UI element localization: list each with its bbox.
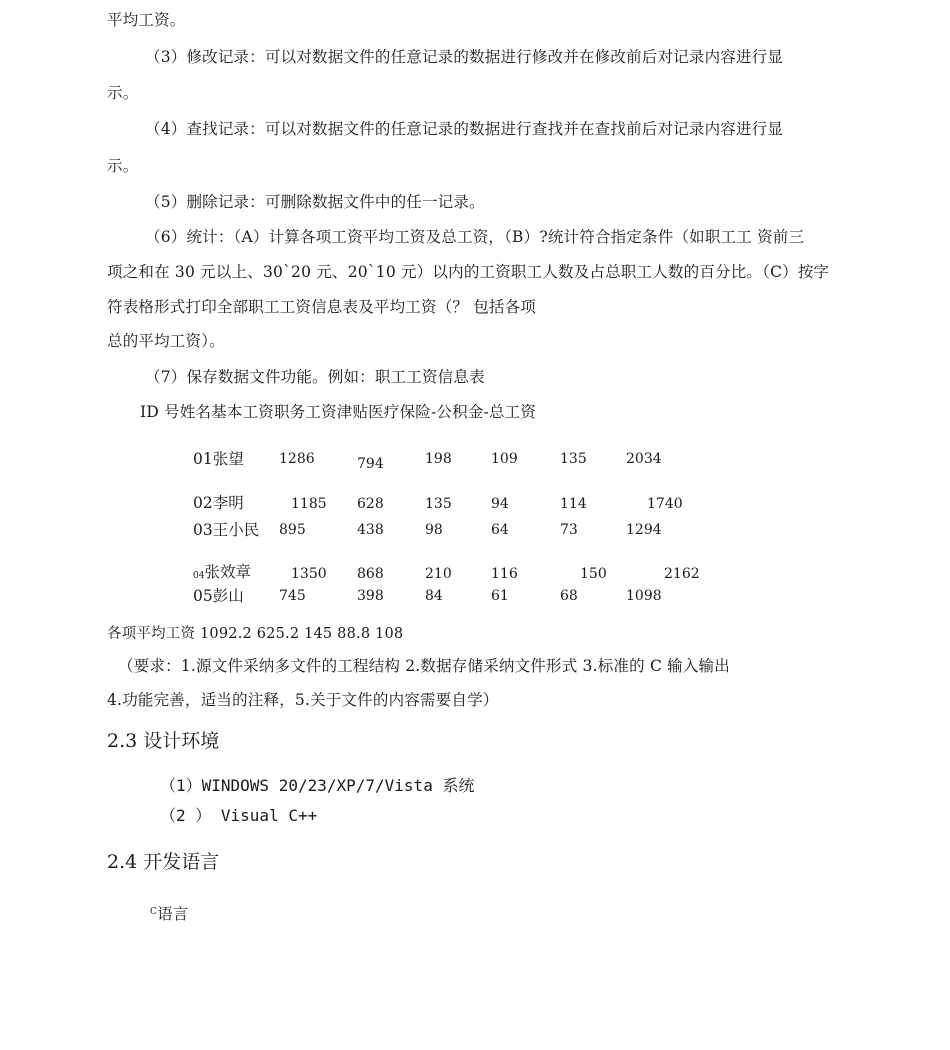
cell-allowance: 135 xyxy=(425,496,452,512)
item7-line1: （7）保存数据文件功能。例如：职工工资信息表 xyxy=(145,368,485,386)
cell-fund: 150 xyxy=(580,566,607,582)
intro-tail: 平均工资。 xyxy=(107,11,186,29)
row-name: 李明 xyxy=(212,494,244,512)
cell-basic: 895 xyxy=(279,522,306,538)
requirements-line1: （要求：1.源文件采纳多文件的工程结构 2.数据存储采纳文件形式 3.标准的 C 输入输出 xyxy=(118,657,730,675)
item6-line2: 项之和在 30 元以上、30`20 元、20`10 元）以内的工资职工人数及占总职工人数的百分比。（C）按字 xyxy=(107,263,830,281)
row-id: 02 xyxy=(193,494,213,512)
item6-line3: 符表格形式打印全部职工工资信息表及平均工资（？ 包括各项 xyxy=(107,298,537,316)
cell-basic: 1185 xyxy=(291,496,327,512)
env-item-2: （2 ） Visual C++ xyxy=(160,806,318,825)
cell-medical: 109 xyxy=(491,451,518,467)
row-name: 彭山 xyxy=(212,587,244,605)
row-id: 05 xyxy=(193,587,213,605)
table-header: ID 号姓名基本工资职务工资津贴医疗保险-公积金-总工资 xyxy=(140,403,537,421)
cell-fund: 73 xyxy=(560,522,578,538)
item3-line2: 示。 xyxy=(107,84,139,102)
cell-total: 2162 xyxy=(664,566,700,582)
cell-position: 438 xyxy=(357,522,384,538)
row-id: 04 xyxy=(193,571,205,581)
cell-basic: 1286 xyxy=(279,451,315,467)
item5-line1: （5）删除记录：可删除数据文件中的任一记录。 xyxy=(145,193,485,211)
item6-line1: （6）统计：（A）计算各项工资平均工资及总工资，（B）?统计符合指定条件（如职工工 资前三 xyxy=(145,228,805,246)
language-line xyxy=(150,902,189,924)
cell-allowance: 84 xyxy=(425,588,443,604)
row-id: 03 xyxy=(193,521,213,539)
cell-total: 1098 xyxy=(626,588,662,604)
cell-medical: 116 xyxy=(491,566,518,582)
row-id: 01 xyxy=(193,450,213,468)
cell-allowance: 210 xyxy=(425,566,452,582)
row-id-name xyxy=(193,450,244,468)
cell-medical: 64 xyxy=(491,522,509,538)
cell-total: 1740 xyxy=(647,496,683,512)
cell-basic: 745 xyxy=(279,588,306,604)
row-name: 张望 xyxy=(212,450,244,468)
cell-fund: 68 xyxy=(560,588,578,604)
env-item-1: （1）WINDOWS 20/23/XP/7/Vista 系统 xyxy=(160,776,475,795)
section-2-4-title: 2.4 开发语言 xyxy=(107,851,220,873)
cell-position: 628 xyxy=(357,496,384,512)
language-prefix: C xyxy=(150,907,158,917)
cell-allowance: 198 xyxy=(425,451,452,467)
row-id-name xyxy=(193,494,244,512)
item6-line4: 总的平均工资）。 xyxy=(107,332,225,350)
cell-fund: 135 xyxy=(560,451,587,467)
cell-allowance: 98 xyxy=(425,522,443,538)
row-id-name xyxy=(193,521,259,539)
cell-basic: 1350 xyxy=(291,566,327,582)
cell-total: 2034 xyxy=(626,451,662,467)
cell-total: 1294 xyxy=(626,522,662,538)
requirements-line2: 4.功能完善，适当的注释，5.关于文件的内容需要自学） xyxy=(107,691,499,709)
section-2-3-title: 2.3 设计环境 xyxy=(107,730,220,752)
row-name: 王小民 xyxy=(212,521,260,539)
cell-position: 868 xyxy=(357,566,384,582)
row-name: 张效章 xyxy=(204,563,251,581)
item4-line1: （4）查找记录：可以对数据文件的任意记录的数据进行查找并在查找前后对记录内容进行显 xyxy=(145,120,784,138)
average-line: 各项平均工资 1092.2 625.2 145 88.8 108 xyxy=(107,626,404,642)
cell-position: 398 xyxy=(357,588,384,604)
row-id-name xyxy=(193,563,251,585)
cell-medical: 94 xyxy=(491,496,509,512)
item3-line1: （3）修改记录：可以对数据文件的任意记录的数据进行修改并在修改前后对记录内容进行显 xyxy=(145,48,784,66)
language-text: 语言 xyxy=(157,905,189,923)
cell-medical: 61 xyxy=(491,588,509,604)
cell-position: 794 xyxy=(357,456,384,472)
item4-line2: 示。 xyxy=(107,157,139,175)
cell-fund: 114 xyxy=(560,496,587,512)
row-id-name xyxy=(193,587,244,605)
